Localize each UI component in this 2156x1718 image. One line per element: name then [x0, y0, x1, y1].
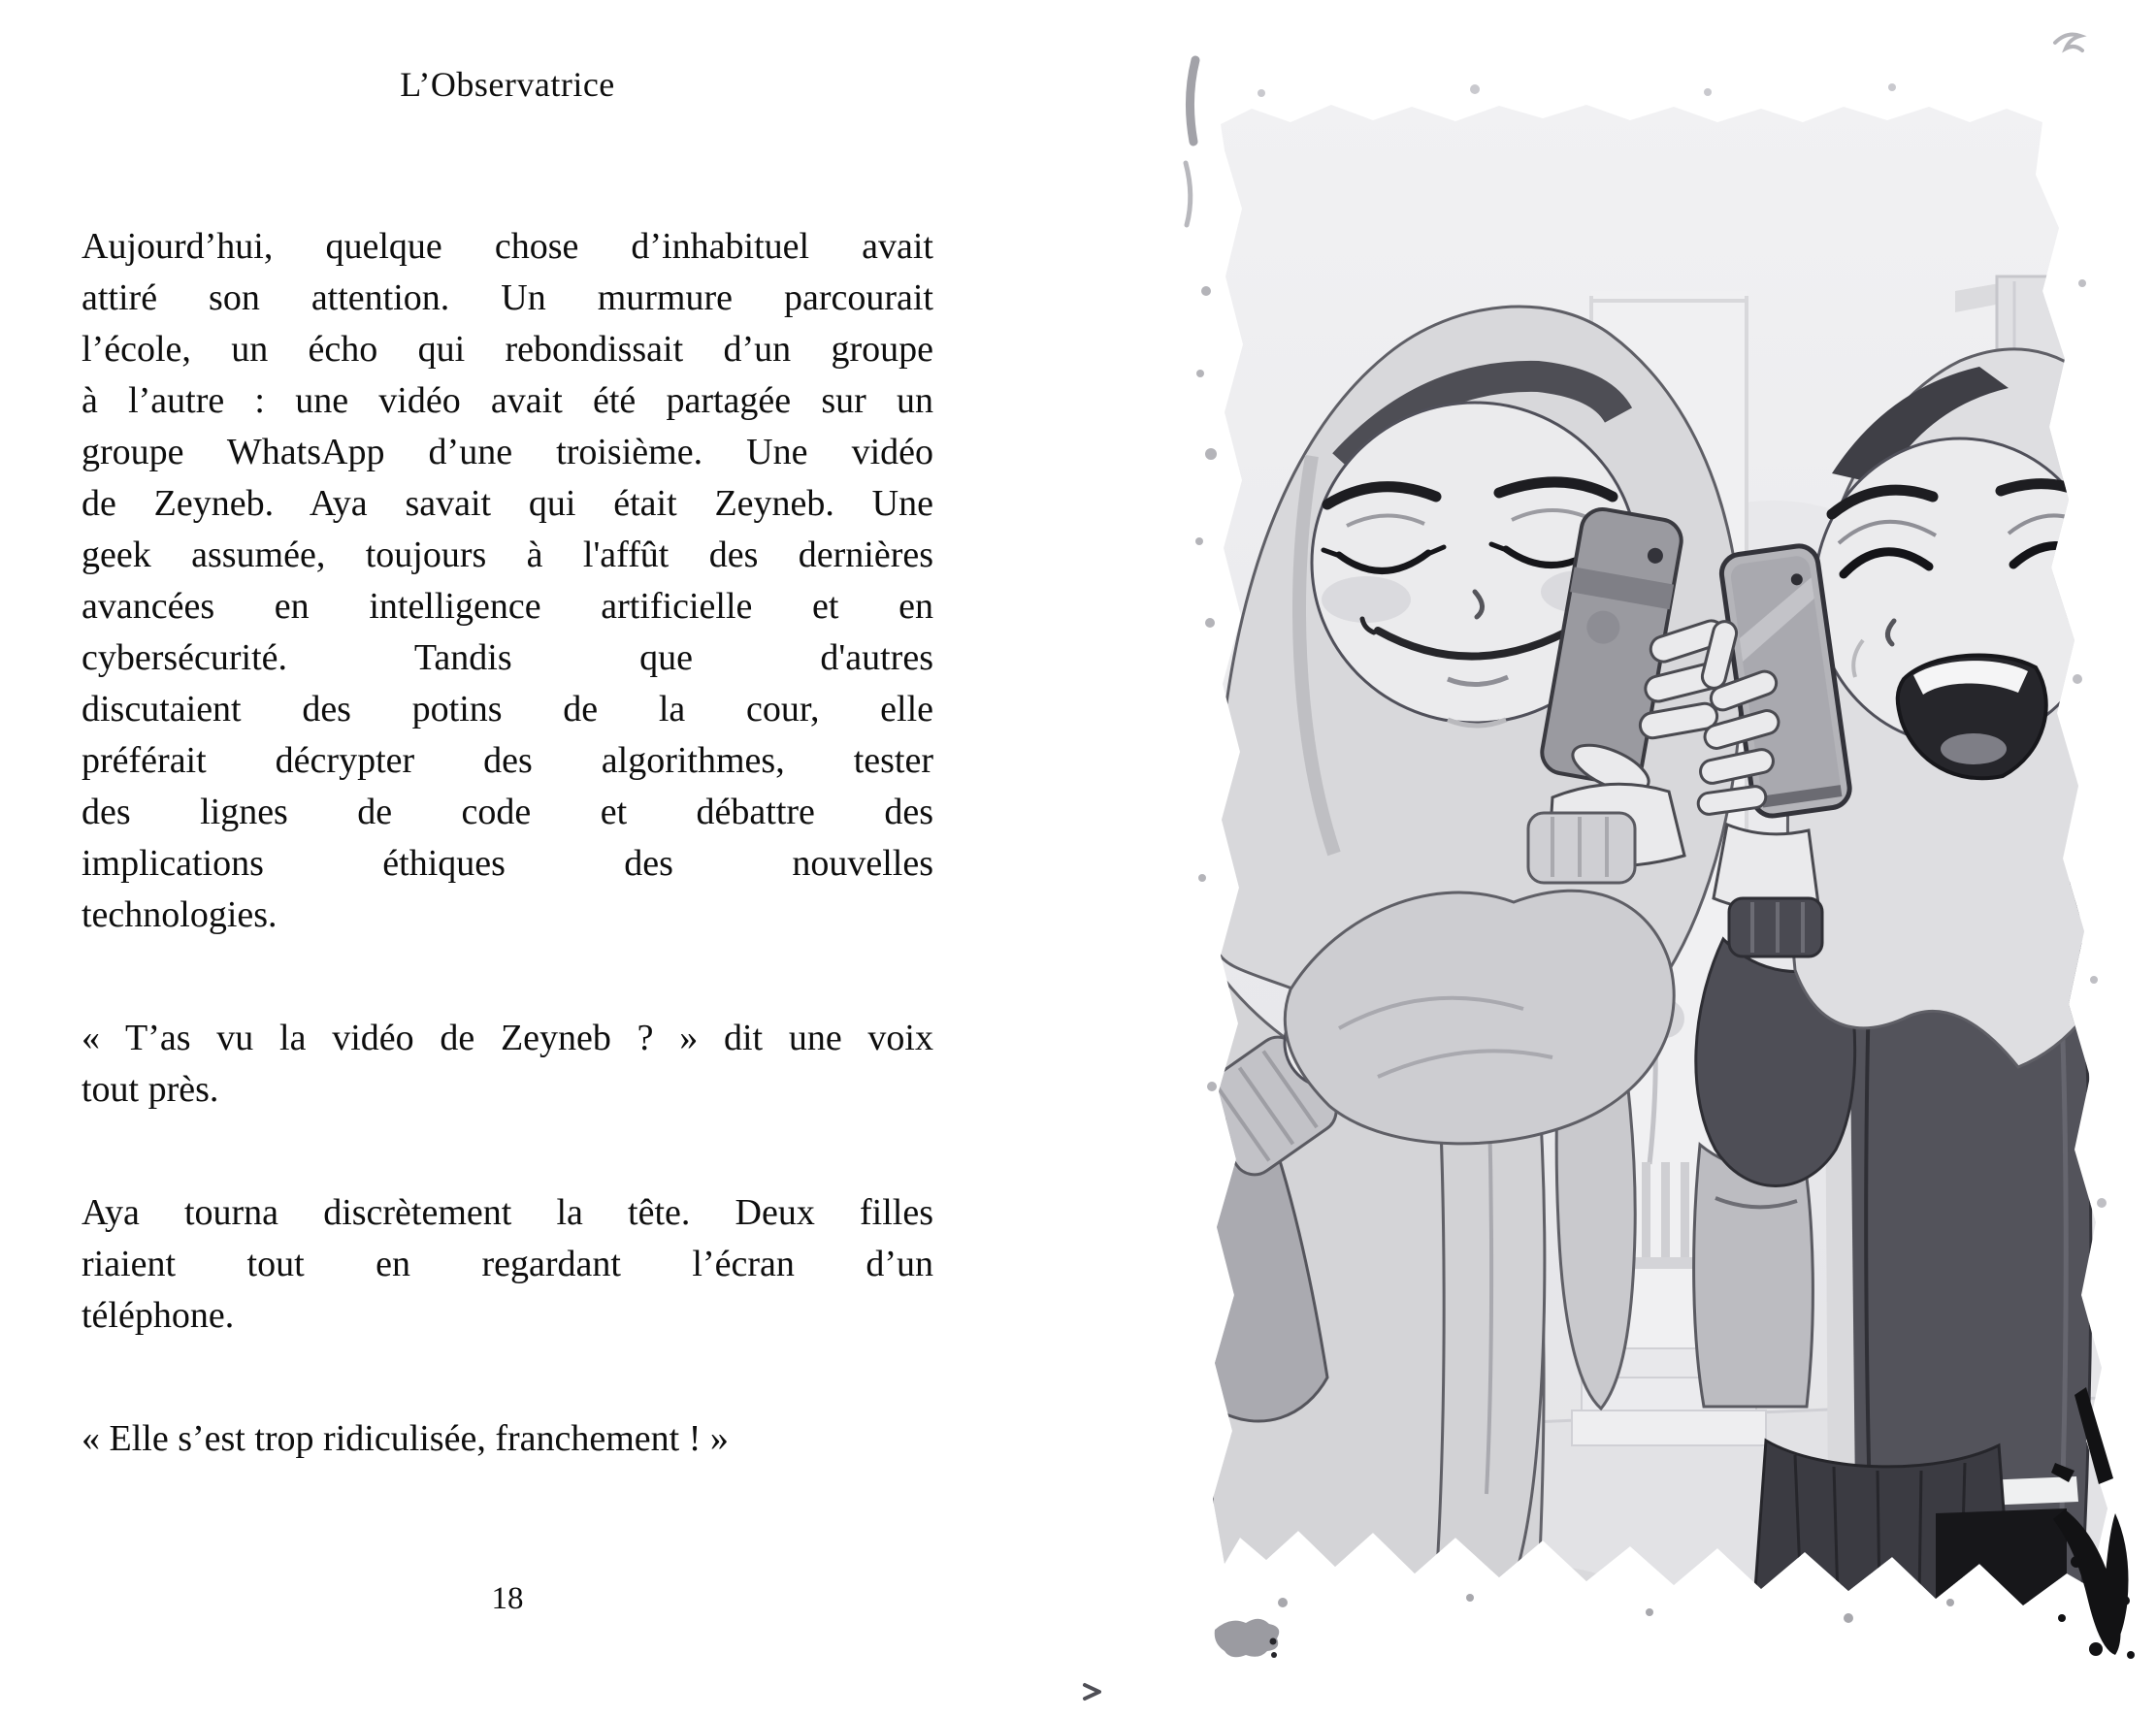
corner-squiggle-mark — [2055, 35, 2082, 50]
text-line: geek assumée, toujours à l'affût des dernières — [82, 535, 933, 575]
text-line: cybersécurité. Tandis que d'autres — [82, 637, 933, 678]
paragraph — [82, 1413, 933, 1465]
text-line: avancées en intelligence artificielle et en — [82, 586, 933, 627]
page-number: 18 — [491, 1581, 524, 1616]
left-page — [0, 0, 970, 1718]
text-line: des lignes de code et débattre des — [82, 792, 933, 832]
text-line: attiré son attention. Un murmure parcourait — [82, 277, 933, 318]
paragraph — [82, 1187, 933, 1342]
text-line: téléphone. — [82, 1295, 235, 1336]
text-line: tout près. — [82, 1069, 219, 1110]
running-header: L’Observatrice — [400, 65, 615, 104]
text-line: discutaient des potins de la cour, elle — [82, 689, 933, 729]
text-line: groupe WhatsApp d’une troisième. Une vidéo — [82, 432, 933, 472]
text-line: préférait décrypter des algorithmes, tester — [82, 740, 933, 781]
paragraph — [82, 1013, 933, 1116]
tiny-arrow-mark — [1085, 1685, 1099, 1699]
text-line: « Elle s’est trop ridiculisée, franchement ! » — [82, 1418, 729, 1459]
text-line: l’école, un écho qui rebondissait d’un groupe — [82, 329, 933, 370]
text-line: technologies. — [82, 894, 278, 935]
text-line: riaient tout en regardant l’écran d’un — [82, 1244, 933, 1284]
bottom-splotch-mark — [1215, 1619, 1280, 1658]
text-line: Aujourd’hui, quelque chose d’inhabituel avait — [82, 226, 933, 267]
text-line: Aya tourna discrètement la tête. Deux filles — [82, 1192, 933, 1233]
right-page — [970, 0, 2156, 1718]
text-line: « T’as vu la vidéo de Zeyneb ? » dit une voix — [82, 1018, 933, 1058]
illustration-two-girls-with-phones — [970, 0, 2156, 1718]
text-line: de Zeyneb. Aya savait qui était Zeyneb. Une — [82, 483, 933, 524]
text-line: implications éthiques des nouvelles — [82, 843, 933, 884]
text-line: à l’autre : une vidéo avait été partagée sur un — [82, 380, 933, 421]
paragraph — [82, 221, 933, 941]
body-text-column — [82, 221, 933, 1465]
